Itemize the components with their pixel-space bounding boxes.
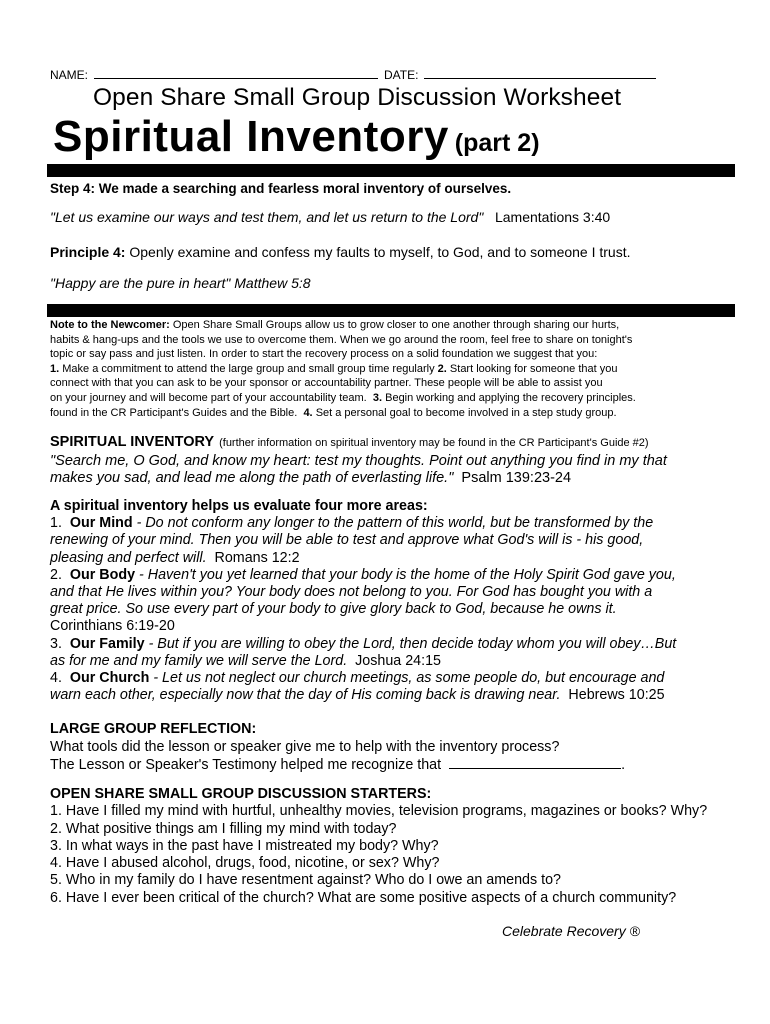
- item-text: pleasing and perfect will.: [50, 549, 207, 566]
- divider-bar: [47, 304, 735, 317]
- list-item: 5. Who in my family do I have resentment against? Who do I owe an amends to?: [50, 872, 561, 889]
- list-item: 6. Have I ever been critical of the church? What are some positive aspects of a church community?: [50, 889, 677, 906]
- note-number: 2.: [437, 362, 447, 375]
- principle-line: [50, 244, 740, 261]
- note-number: 1.: [50, 362, 60, 375]
- principle-label: Principle 4:: [50, 244, 126, 260]
- date-field-line[interactable]: [424, 68, 656, 79]
- worksheet-subtitle: Open Share Small Group Discussion Worksheet: [93, 84, 622, 111]
- section-heading: SPIRITUAL INVENTORY: [50, 434, 215, 450]
- reflection-question: The Lesson or Speaker's Testimony helped me recognize that: [50, 757, 442, 773]
- principle-text: Openly examine and confess my faults to myself, to God, and to someone I trust.: [129, 244, 631, 260]
- section-heading: A spiritual inventory helps us evaluate four more areas:: [50, 498, 428, 514]
- item-number: 4.: [50, 670, 62, 687]
- item-label: Our Mind: [69, 515, 133, 532]
- verse-quote: "Let us examine our ways and test them, and let us return to the Lord": [50, 209, 484, 225]
- title-part: (part 2): [454, 129, 540, 157]
- answer-period: .: [621, 757, 626, 773]
- item-number: 2.: [50, 566, 62, 583]
- note-text: Open Share Small Groups allow us to grow closer to one another through sharing our hurts,: [172, 319, 620, 331]
- large-group-section: [50, 721, 740, 775]
- note-text: topic or say pass and just listen. In order to start the recovery process on a solid foundation we suggest that you:: [50, 348, 598, 361]
- date-label: DATE:: [384, 68, 419, 82]
- item-number: 1.: [50, 515, 62, 532]
- name-field-line[interactable]: [94, 68, 378, 79]
- item-text: renewing of your mind. Then you will be able to test and approve what God's will is - his good,: [50, 532, 644, 549]
- psalm-quote: makes you sad, and lead me along the path of everlasting life.": [50, 470, 454, 486]
- note-text: on your journey and will become part of your accountability team.: [50, 391, 367, 404]
- list-item: 1. Have I filled my mind with hurtful, unhealthy movies, television programs, magazines or books? Why?: [50, 803, 708, 820]
- note-text: Start looking for someone that you: [449, 362, 618, 375]
- step-verse: [50, 209, 740, 226]
- item-label: Our Body: [69, 566, 136, 583]
- section-heading: LARGE GROUP REFLECTION:: [50, 721, 257, 737]
- item-reference: Romans 12:2: [214, 549, 300, 566]
- verse-reference: Lamentations 3:40: [494, 209, 611, 225]
- name-label: NAME:: [50, 68, 89, 82]
- item-reference: Joshua 24:15: [355, 652, 441, 669]
- item-text: great price. So use every part of your body to give glory back to God, because he owns it.: [50, 601, 617, 618]
- note-number: 3.: [372, 391, 383, 404]
- list-item: [50, 567, 740, 584]
- note-text: Make a commitment to attend the large group and small group time regularly: [62, 362, 435, 375]
- item-label: Our Family: [69, 635, 145, 652]
- four-areas-section: [50, 498, 740, 704]
- note-text: Set a personal goal to become involved in a step study group.: [315, 406, 617, 419]
- footer-brand: Celebrate Recovery ®: [502, 923, 640, 939]
- item-text: - Haven't you yet learned that your body is the home of the Holy Spirit God gave you,: [139, 566, 676, 583]
- note-text: Begin working and applying the recovery principles.: [385, 391, 636, 404]
- item-reference: Corinthians 6:19-20: [50, 618, 175, 635]
- item-text: and that He lives within you? Your body does not belong to you. For God has bought you with a: [50, 584, 653, 601]
- list-item: 4. Have I abused alcohol, drugs, food, nicotine, or sex? Why?: [50, 855, 440, 872]
- beatitude-verse: "Happy are the pure in heart" Matthew 5:8: [50, 275, 311, 291]
- item-label: Our Church: [69, 670, 150, 687]
- reflection-question: What tools did the lesson or speaker give me to help with the inventory process?: [50, 738, 560, 755]
- note-text: habits & hang-ups and the tools we use to overcome them. When we go around the room, feel free to share on tonight's: [50, 333, 633, 346]
- list-item: [50, 515, 740, 532]
- list-item: 2. What positive things am I filling my mind with today?: [50, 820, 397, 837]
- item-text: - Do not conform any longer to the pattern of this world, but be transformed by the: [136, 515, 654, 532]
- spiritual-inventory-section: [50, 434, 740, 488]
- item-text: - But if you are willing to obey the Lord, then decide today whom you will obey…But: [148, 635, 677, 652]
- discussion-starters-section: [50, 786, 740, 907]
- note-label: Note to the Newcomer:: [50, 319, 170, 331]
- list-item: [50, 636, 740, 653]
- divider-bar: [47, 164, 735, 177]
- section-heading-note: (further information on spiritual inventory may be found in the CR Participant's Guide #2): [219, 437, 649, 449]
- note-text: found in the CR Participant's Guides and the Bible.: [50, 406, 298, 419]
- step-heading: Step 4: We made a searching and fearless moral inventory of ourselves.: [50, 181, 512, 196]
- note-number: 4.: [303, 406, 313, 419]
- section-heading: OPEN SHARE SMALL GROUP DISCUSSION STARTERS:: [50, 786, 432, 802]
- psalm-quote: "Search me, O God, and know my heart: test my thoughts. Point out anything you find in my that: [50, 452, 667, 469]
- item-reference: Hebrews 10:25: [568, 687, 665, 704]
- item-text: as for me and my family we will serve the Lord.: [50, 652, 348, 669]
- newcomer-note: [50, 318, 740, 420]
- title-main: Spiritual Inventory: [53, 112, 449, 161]
- item-text: warn each other, especially now that the day of His coming back is drawing near.: [50, 687, 561, 704]
- page-title: [53, 112, 540, 162]
- list-item: 3. In what ways in the past have I mistreated my body? Why?: [50, 837, 439, 854]
- item-number: 3.: [50, 635, 62, 652]
- answer-blank[interactable]: [449, 756, 621, 769]
- header-fields: [50, 68, 656, 82]
- item-text: - Let us not neglect our church meetings, as some people do, but encourage and: [153, 670, 665, 687]
- list-item: [50, 670, 740, 687]
- note-text: connect with that you can ask to be your sponsor or accountability partner. These people will be able to assist you: [50, 377, 603, 390]
- psalm-reference: Psalm 139:23-24: [461, 470, 572, 486]
